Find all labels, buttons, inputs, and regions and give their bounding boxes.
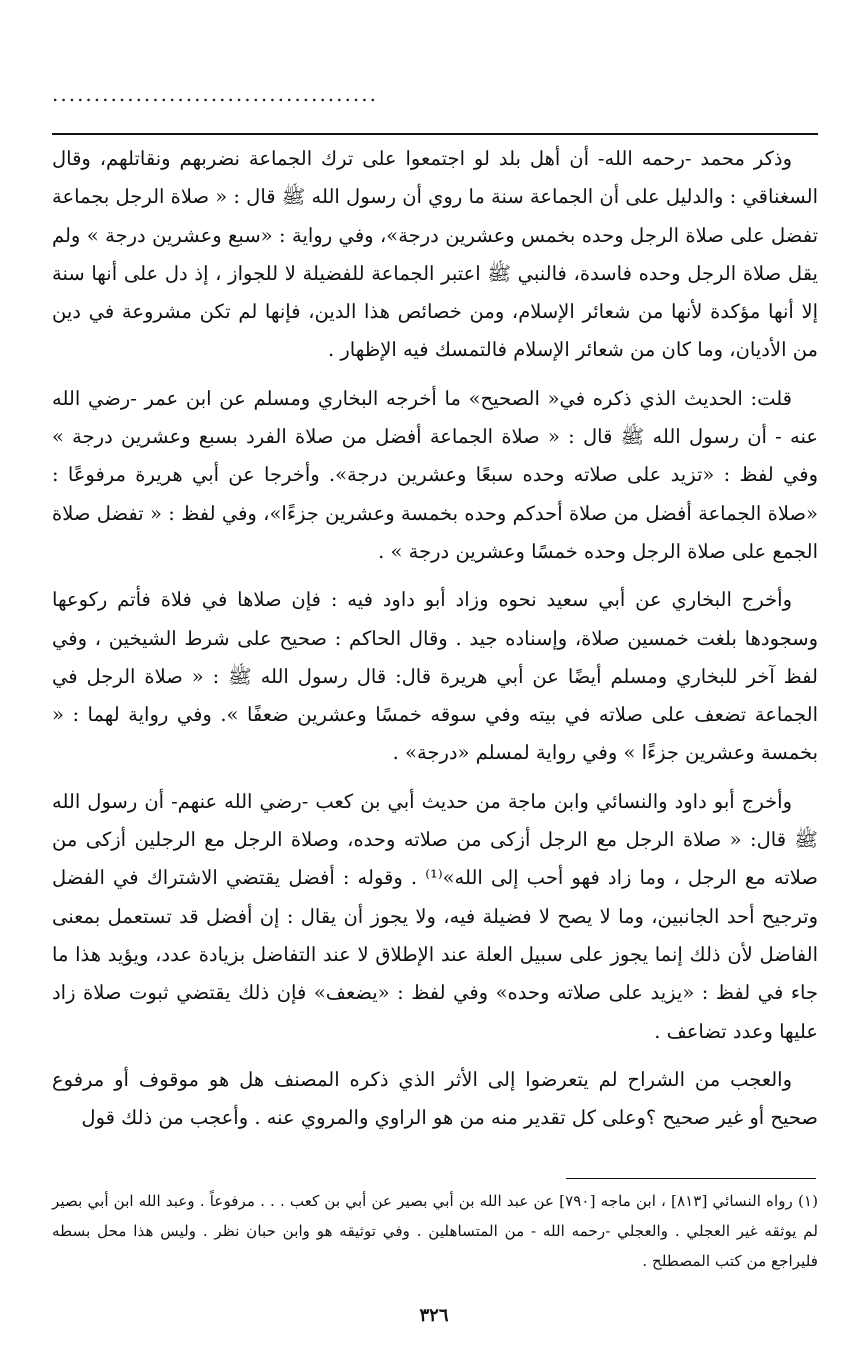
page-number: ٣٢٦ [419, 1305, 449, 1326]
footnote-rule [566, 1178, 816, 1179]
paragraph: وأخرج البخاري عن أبي سعيد نحوه وزاد أبو داود فيه : فإن صلاها في فلاة فأتم ركوعها وسجودها بلغت خمسين صلاة، وإسناده جيد . وقال الحاكم : صحيح على شرط الشيخين ، وفي لفظ آخر للبخاري ومسلم أيضًا عن أبي هريرة قال: قال رسول الله ﷺ : « صلاة الرجل في الجماعة تضعف على صلاته في بيته وفي سوقه خمسًا وعشرين ضعفًا ». وفي رواية لهما : « بخمسة وعشرين جزءًا » وفي رواية لمسلم «درجة» . [52, 588, 818, 765]
footnote: (١) رواه النسائي [٨١٣] ، ابن ماجه [٧٩٠] عن عبد الله بن أبي بصير عن أبي بن كعب . . . مرفوعاً . وعبد الله ابن أبي بصير لم يوثقه غير العجلي . والعجلي -رحمه الله - من المتساهلين . وفي توثيقه هو وابن حبان نظر . وليس هذا محل بسطه فليراجع من كتب المصطلح . [52, 1192, 819, 1270]
footnotes [52, 1186, 818, 1276]
running-header-dots: ....................................... [52, 82, 378, 106]
paragraph: وذكر محمد -رحمه الله- أن أهل بلد لو اجتمعوا على ترك الجماعة نضربهم ونقاتلهم، وقال السغناقي : والدليل على أن الجماعة سنة ما روي أن رسول الله ﷺ قال : « صلاة الرجل بجماعة تفضل على صلاة الرجل وحده بخمس وعشرين درجة»، وفي رواية : «سبع وعشرين درجة » ولم يقل صلاة الرجل وحده فاسدة، فالنبي ﷺ اعتبر الجماعة للفضيلة لا للجواز ، إذ دل على أنها سنة إلا أنها مؤكدة لأنها من شعائر الإسلام، ومن خصائص هذا الدين، فإنها لم تكن مشروعة في دين من الأديان، وما كان من شعائر الإسلام فالتمسك فيه الإظهار . [52, 147, 818, 362]
paragraph: والعجب من الشراح لم يتعرضوا إلى الأثر الذي ذكره المصنف هل هو موقوف أو مرفوع صحيح أو غير صحيح ؟وعلى كل تقدير منه من هو الراوي والمروي عنه . وأعجب من ذلك قول [52, 1067, 818, 1130]
paragraph: وأخرج أبو داود والنسائي وابن ماجة من حديث أبي بن كعب -رضي الله عنهم- أن رسول الله ﷺ قال: « صلاة الرجل مع الرجل أزكى من صلاته وحده، وصلاة الرجل مع الرجلين أزكى من صلاته مع الرجل ، وما زاد فهو أحب إلى الله»⁽¹⁾ . وقوله : أفضل يقتضي الاشتراك في الفضل وترجيح أحد الجانبين، وما لا يصح لا فضيلة فيه، ولا يجوز أن يقال : إن أفضل قد تستعمل بمعنى الفاضل لأن ذلك إنما يجوز على سبيل العلة عند الإطلاق لا عند التفاضل بزيادة عدد، ويؤيد هذا ما جاء في لفظ : «يزيد على صلاته وحده» وفي لفظ : «يضعف» فإن ذلك يقتضي ثبوت صلاة زاد عليها وعدد تضاعف . [52, 789, 818, 1043]
paragraph: قلت: الحديث الذي ذكره في« الصحيح» ما أخرجه البخاري ومسلم عن ابن عمر -رضي الله عنه - أن رسول الله ﷺ قال : « صلاة الجماعة أفضل من صلاة الفرد بسبع وعشرين درجة » وفي لفظ : «تزيد على صلاته وحده سبعًا وعشرين درجة». وأخرجا عن أبي هريرة مرفوعًا : «صلاة الجماعة أفضل من صلاة أحدكم وحده بخمسة وعشرين جزءًا»، وفي لفظ : « تفضل صلاة الجمع على صلاة الرجل وحده خمسًا وعشرين درجة » . [52, 386, 818, 563]
main-text [52, 140, 818, 1137]
header-rule [52, 133, 818, 135]
